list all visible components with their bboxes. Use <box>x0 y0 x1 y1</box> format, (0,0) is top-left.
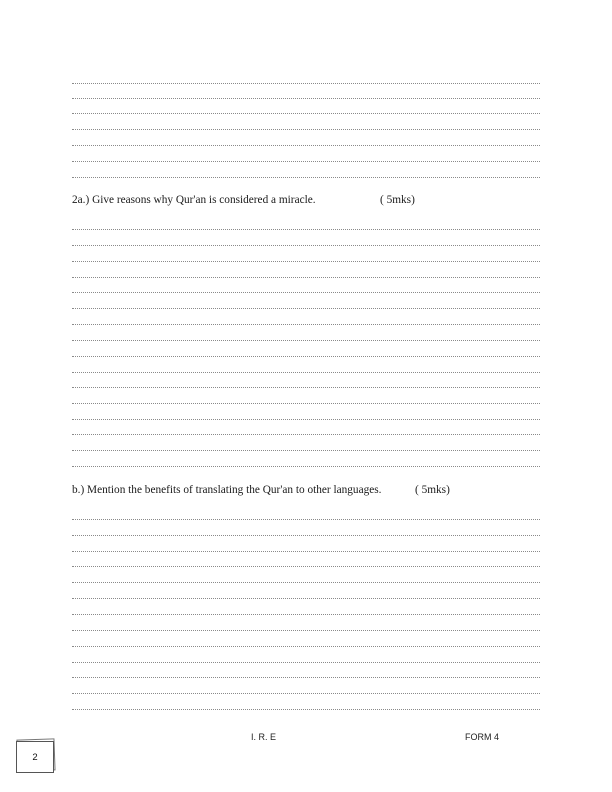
answer-line <box>72 450 540 451</box>
answer-line <box>72 566 540 567</box>
answer-line <box>72 245 540 246</box>
answer-line <box>72 387 540 388</box>
answer-line <box>72 519 540 520</box>
answer-line <box>72 177 540 178</box>
answer-line <box>72 83 540 84</box>
question-2a-text: 2a.) Give reasons why Qur'an is considered a miracle. <box>72 194 316 206</box>
answer-line <box>72 630 540 631</box>
answer-line <box>72 356 540 357</box>
answer-line <box>72 308 540 309</box>
answer-line <box>72 161 540 162</box>
footer-subject: I. R. E <box>251 732 277 742</box>
answer-line <box>72 535 540 536</box>
answer-line <box>72 466 540 467</box>
answer-line <box>72 229 540 230</box>
question-2b-marks: ( 5mks) <box>415 484 450 496</box>
answer-line <box>72 677 540 678</box>
answer-line <box>72 434 540 435</box>
answer-line <box>72 598 540 599</box>
answer-line <box>72 113 540 114</box>
answer-line <box>72 98 540 99</box>
answer-line <box>72 419 540 420</box>
answer-line <box>72 614 540 615</box>
question-2a-marks: ( 5mks) <box>380 194 415 206</box>
page-number-box <box>16 740 54 771</box>
answer-line <box>72 551 540 552</box>
answer-line <box>72 693 540 694</box>
answer-line <box>72 709 540 710</box>
footer-form: FORM 4 <box>465 732 500 742</box>
answer-line <box>72 662 540 663</box>
answer-line <box>72 261 540 262</box>
answer-line <box>72 340 540 341</box>
answer-line <box>72 277 540 278</box>
answer-line <box>72 129 540 130</box>
answer-line <box>72 403 540 404</box>
answer-line <box>72 372 540 373</box>
answer-line <box>72 582 540 583</box>
answer-line <box>72 646 540 647</box>
question-2b-text: b.) Mention the benefits of translating the Qur'an to other languages. <box>72 484 382 496</box>
answer-line <box>72 145 540 146</box>
page-number: 2 <box>16 741 54 773</box>
answer-line <box>72 292 540 293</box>
answer-line <box>72 324 540 325</box>
